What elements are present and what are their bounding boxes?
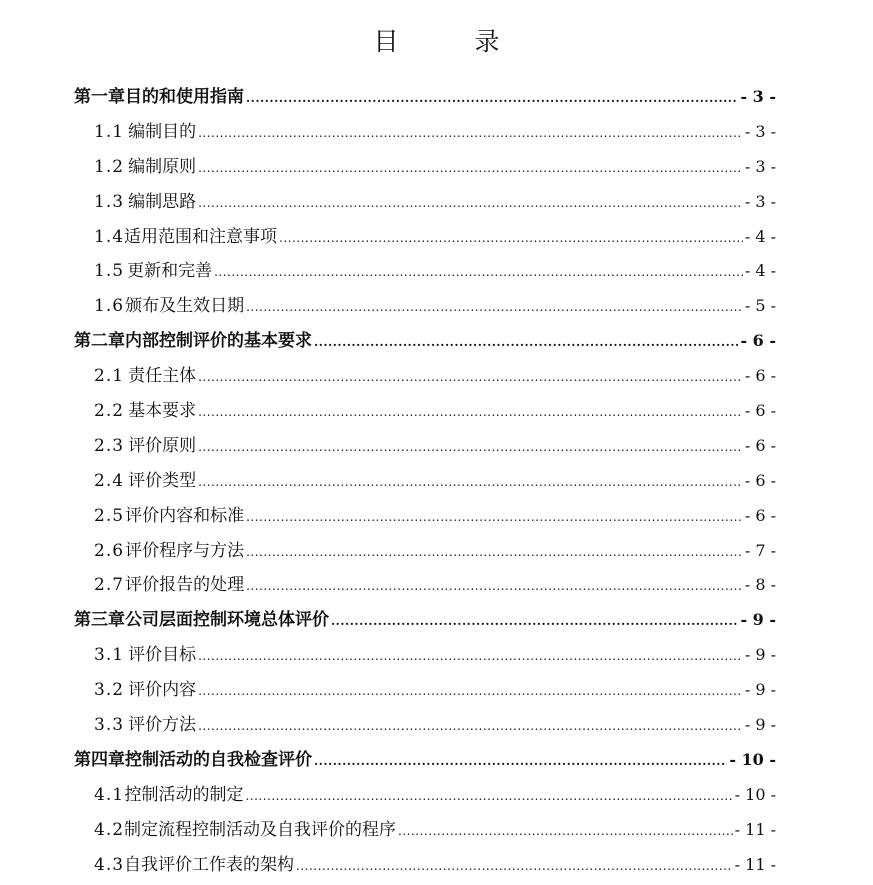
toc-entry-number: 3.2 <box>94 680 125 701</box>
dot-leader <box>246 500 743 535</box>
toc-section-entry[interactable] <box>74 708 776 743</box>
dot-leader <box>214 255 743 290</box>
toc-entry-page-number: - 9 - <box>744 645 776 665</box>
toc-entry-label: 责任主体 <box>128 366 197 387</box>
toc-entry-label: 控制活动的制定 <box>124 784 244 805</box>
toc-entry-label: 评价类型 <box>128 470 197 491</box>
toc-entry-number: 2.6 <box>94 540 125 561</box>
toc-entry-label: 制定流程控制活动及自我评价的程序 <box>124 819 397 840</box>
toc-entry-page-number: - 5 - <box>744 296 776 316</box>
toc-entry-page-number: - 6 - <box>744 435 776 455</box>
dot-leader <box>198 395 743 430</box>
toc-entry-page-number: - 6 - <box>744 505 776 525</box>
toc-section-entry[interactable] <box>74 185 776 220</box>
dot-leader <box>245 779 732 814</box>
dot-leader <box>331 604 738 639</box>
toc-entry-number: 2.1 <box>94 366 125 387</box>
dot-leader <box>246 569 743 604</box>
toc-entry-label: 编制原则 <box>128 156 197 177</box>
toc-entry-page-number: - 11 - <box>734 819 776 839</box>
toc-section-entry[interactable] <box>74 813 776 848</box>
toc-chapter-entry[interactable] <box>74 743 776 778</box>
toc-section-entry[interactable] <box>74 394 776 429</box>
dot-leader <box>246 535 743 570</box>
toc-entry-page-number: - 8 - <box>744 575 776 595</box>
dot-leader <box>198 116 743 151</box>
toc-entry-page-number: - 3 - <box>744 156 776 176</box>
toc-entry-number: 1.6 <box>94 296 125 317</box>
dot-leader <box>198 639 743 674</box>
dot-leader <box>198 709 743 744</box>
toc-section-entry[interactable] <box>74 254 776 289</box>
dot-leader <box>398 814 733 849</box>
toc-entry-page-number: - 6 - <box>740 331 776 351</box>
toc-entry-page-number: - 4 - <box>744 226 776 246</box>
toc-entry-page-number: - 6 - <box>744 366 776 386</box>
dot-leader <box>246 290 743 325</box>
dot-leader <box>296 849 733 884</box>
toc-section-entry[interactable] <box>74 534 776 569</box>
toc-entry-number: 1.1 <box>94 121 125 142</box>
toc-section-entry[interactable] <box>74 848 776 883</box>
toc-entry-label: 评价目标 <box>128 645 197 666</box>
toc-chapter-entry[interactable] <box>74 80 776 115</box>
toc-entry-label: 自我评价工作表的架构 <box>124 854 295 875</box>
toc-entry-number: 2.7 <box>94 575 125 596</box>
toc-entry-number: 2.4 <box>94 470 125 491</box>
toc-section-entry[interactable] <box>74 220 776 255</box>
toc-section-entry[interactable] <box>74 289 776 324</box>
toc-entry-page-number: - 10 - <box>734 784 776 804</box>
toc-entry-page-number: - 4 - <box>744 261 776 281</box>
toc-entry-page-number: - 6 - <box>744 470 776 490</box>
toc-entry-page-number: - 9 - <box>740 610 776 630</box>
toc-entry-label: 内部控制评价的基本要求 <box>125 331 312 352</box>
toc-entry-page-number: - 6 - <box>744 401 776 421</box>
dot-leader <box>198 360 743 395</box>
toc-entry-number: 3.3 <box>94 715 125 736</box>
dot-leader <box>198 465 743 500</box>
toc-entry-number: 2.3 <box>94 435 125 456</box>
toc-entry-number: 1.2 <box>94 156 125 177</box>
toc-section-entry[interactable] <box>74 464 776 499</box>
toc-section-entry[interactable] <box>74 359 776 394</box>
toc-entry-label: 适用范围和注意事项 <box>124 226 278 247</box>
toc-section-entry[interactable] <box>74 429 776 464</box>
toc-entry-label: 基本要求 <box>128 401 197 422</box>
toc-chapter-entry[interactable] <box>74 324 776 359</box>
toc-entry-number: 2.2 <box>94 401 125 422</box>
toc-section-entry[interactable] <box>74 778 776 813</box>
toc-list <box>74 80 776 882</box>
toc-entry-page-number: - 7 - <box>744 540 776 560</box>
toc-entry-number: 2.5 <box>94 505 125 526</box>
toc-entry-number: 1.3 <box>94 191 125 212</box>
toc-entry-label: 评价原则 <box>128 435 197 456</box>
dot-leader <box>246 81 738 116</box>
toc-entry-label: 控制活动的自我检查评价 <box>125 749 312 770</box>
toc-entry-number: 第一章 <box>74 87 125 107</box>
toc-chapter-entry[interactable] <box>74 603 776 638</box>
dot-leader <box>279 221 743 256</box>
toc-entry-page-number: - 3 - <box>744 121 776 141</box>
dot-leader <box>198 674 743 709</box>
toc-entry-number: 4.1 <box>94 784 125 805</box>
dot-leader <box>198 151 743 186</box>
toc-section-entry[interactable] <box>74 638 776 673</box>
toc-entry-page-number: - 9 - <box>744 680 776 700</box>
toc-entry-number: 第四章 <box>74 749 125 770</box>
toc-entry-number: 4.2 <box>94 819 125 840</box>
toc-section-entry[interactable] <box>74 115 776 150</box>
toc-entry-label: 更新和完善 <box>127 261 213 282</box>
toc-section-entry[interactable] <box>74 150 776 185</box>
dot-leader <box>198 186 743 221</box>
toc-entry-number: 1.4 <box>94 226 125 247</box>
toc-section-entry[interactable] <box>74 499 776 534</box>
toc-entry-label: 评价程序与方法 <box>125 540 245 561</box>
toc-entry-label: 公司层面控制环境总体评价 <box>125 610 329 631</box>
toc-entry-label: 评价报告的处理 <box>125 575 245 596</box>
toc-entry-page-number: - 11 - <box>734 854 776 874</box>
toc-entry-number: 4.3 <box>94 854 125 875</box>
toc-entry-label: 编制思路 <box>128 191 197 212</box>
toc-section-entry[interactable] <box>74 673 776 708</box>
dot-leader <box>314 325 738 360</box>
page-title: 目 录 <box>373 27 534 56</box>
toc-section-entry[interactable] <box>74 568 776 603</box>
toc-entry-number: 第三章 <box>74 610 125 631</box>
toc-entry-page-number: - 3 - <box>740 87 776 106</box>
toc-entry-page-number: - 3 - <box>744 191 776 211</box>
dot-leader <box>198 430 743 465</box>
toc-entry-number: 1.5 <box>94 261 125 282</box>
toc-entry-label: 评价内容和标准 <box>125 505 245 526</box>
toc-entry-number: 3.1 <box>94 645 125 666</box>
dot-leader <box>314 744 727 779</box>
toc-entry-label: 编制目的 <box>128 121 197 142</box>
toc-entry-label: 评价内容 <box>128 680 197 701</box>
toc-entry-page-number: - 10 - <box>729 749 776 769</box>
toc-entry-label: 评价方法 <box>128 715 197 736</box>
toc-entry-page-number: - 9 - <box>744 715 776 735</box>
toc-entry-label: 颁布及生效日期 <box>125 296 245 317</box>
toc-entry-number: 第二章 <box>74 331 125 352</box>
toc-entry-label: 目的和使用指南 <box>125 87 244 107</box>
